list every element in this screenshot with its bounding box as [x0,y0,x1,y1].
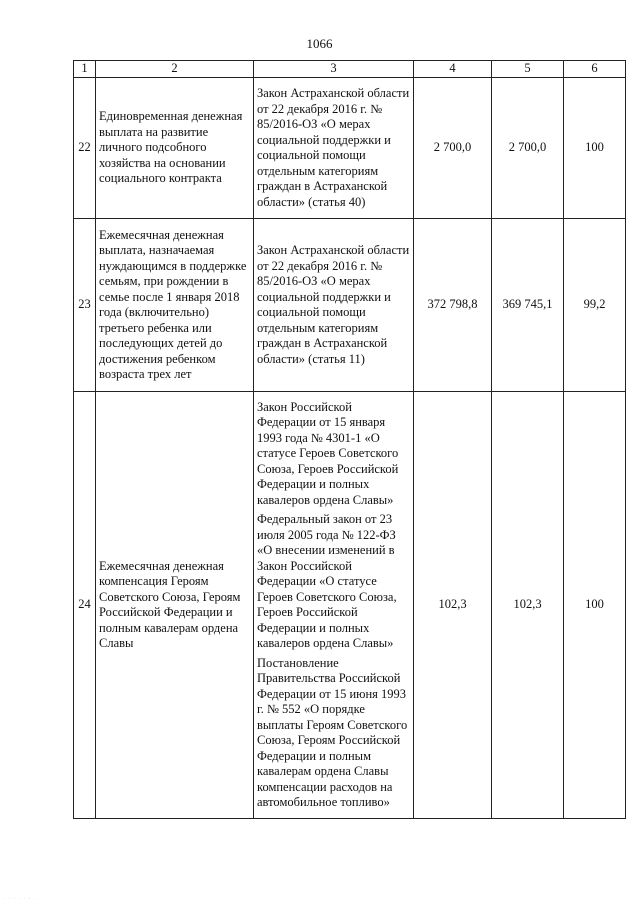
table-row [74,392,626,819]
row-number: 23 [74,219,96,392]
column-header: 6 [564,61,626,78]
table-row [74,78,626,219]
appropriations-table [73,60,626,819]
value-col-6: 100 [564,392,626,819]
column-header: 2 [96,61,254,78]
payment-name: Ежемесячная денежная компенсация Героям Советского Союза, Героям Российской Федерации и полным кавалерам ордена Славы [96,392,254,819]
table-row [74,219,626,392]
legal-basis [254,219,414,392]
value-col-5: 369 745,1 [492,219,564,392]
value-col-4: 102,3 [414,392,492,819]
column-header: 1 [74,61,96,78]
value-col-6: 99,2 [564,219,626,392]
page-number: 1066 [306,36,333,51]
scan-artifact: · · · · · · · [4,897,37,902]
payment-name: Единовременная денежная выплата на развитие личного подсобного хозяйства на основании социального контракта [96,78,254,219]
law-reference: Закон Астраханской области от 22 декабря 2016 г. № 85/2016-ОЗ «О мерах социальной поддержки и социальной помощи отдельным категориям граждан в Астраханской области» (статья 40) [257,86,410,209]
legal-basis [254,78,414,219]
law-reference: Закон Астраханской области от 22 декабря 2016 г. № 85/2016-ОЗ «О мерах социальной поддержки и социальной помощи отдельным категориям граждан в Астраханской области» (статья 11) [257,243,410,366]
law-reference: Федеральный закон от 23 июля 2005 года № 122-ФЗ «О внесении изменений в Закон Российской Федерации «О статусе Героев Советского Союза, Героев Российской Федерации и полных кавалеров ордена Славы» [257,512,397,650]
column-header: 3 [254,61,414,78]
legal-basis [254,392,414,819]
value-col-5: 102,3 [492,392,564,819]
value-col-6: 100 [564,78,626,219]
value-col-4: 2 700,0 [414,78,492,219]
column-header: 4 [414,61,492,78]
table-header-row [74,61,626,78]
law-reference: Постановление Правительства Российской Федерации от 15 июня 1993 г. № 552 «О порядке выплаты Героям Советского Союза, Героям Российской Федерации и полным кавалерам ордена Славы компенсации расходов на автомобильное топливо» [257,655,408,809]
value-col-4: 372 798,8 [414,219,492,392]
payment-name: Ежемесячная денежная выплата, назначаемая нуждающимся в поддержке семьям, при рождении в семье после 1 января 2018 года (включительно) третьего ребенка или последующих детей до достижения ребенком возраста трех лет [96,219,254,392]
law-reference: Закон Российской Федерации от 15 января 1993 года № 4301-1 «О статусе Героев Советского Союза, Героев Российской Федерации и полных кавалеров ордена Славы» [257,399,399,507]
column-header: 5 [492,61,564,78]
value-col-5: 2 700,0 [492,78,564,219]
row-number: 24 [74,392,96,819]
row-number: 22 [74,78,96,219]
